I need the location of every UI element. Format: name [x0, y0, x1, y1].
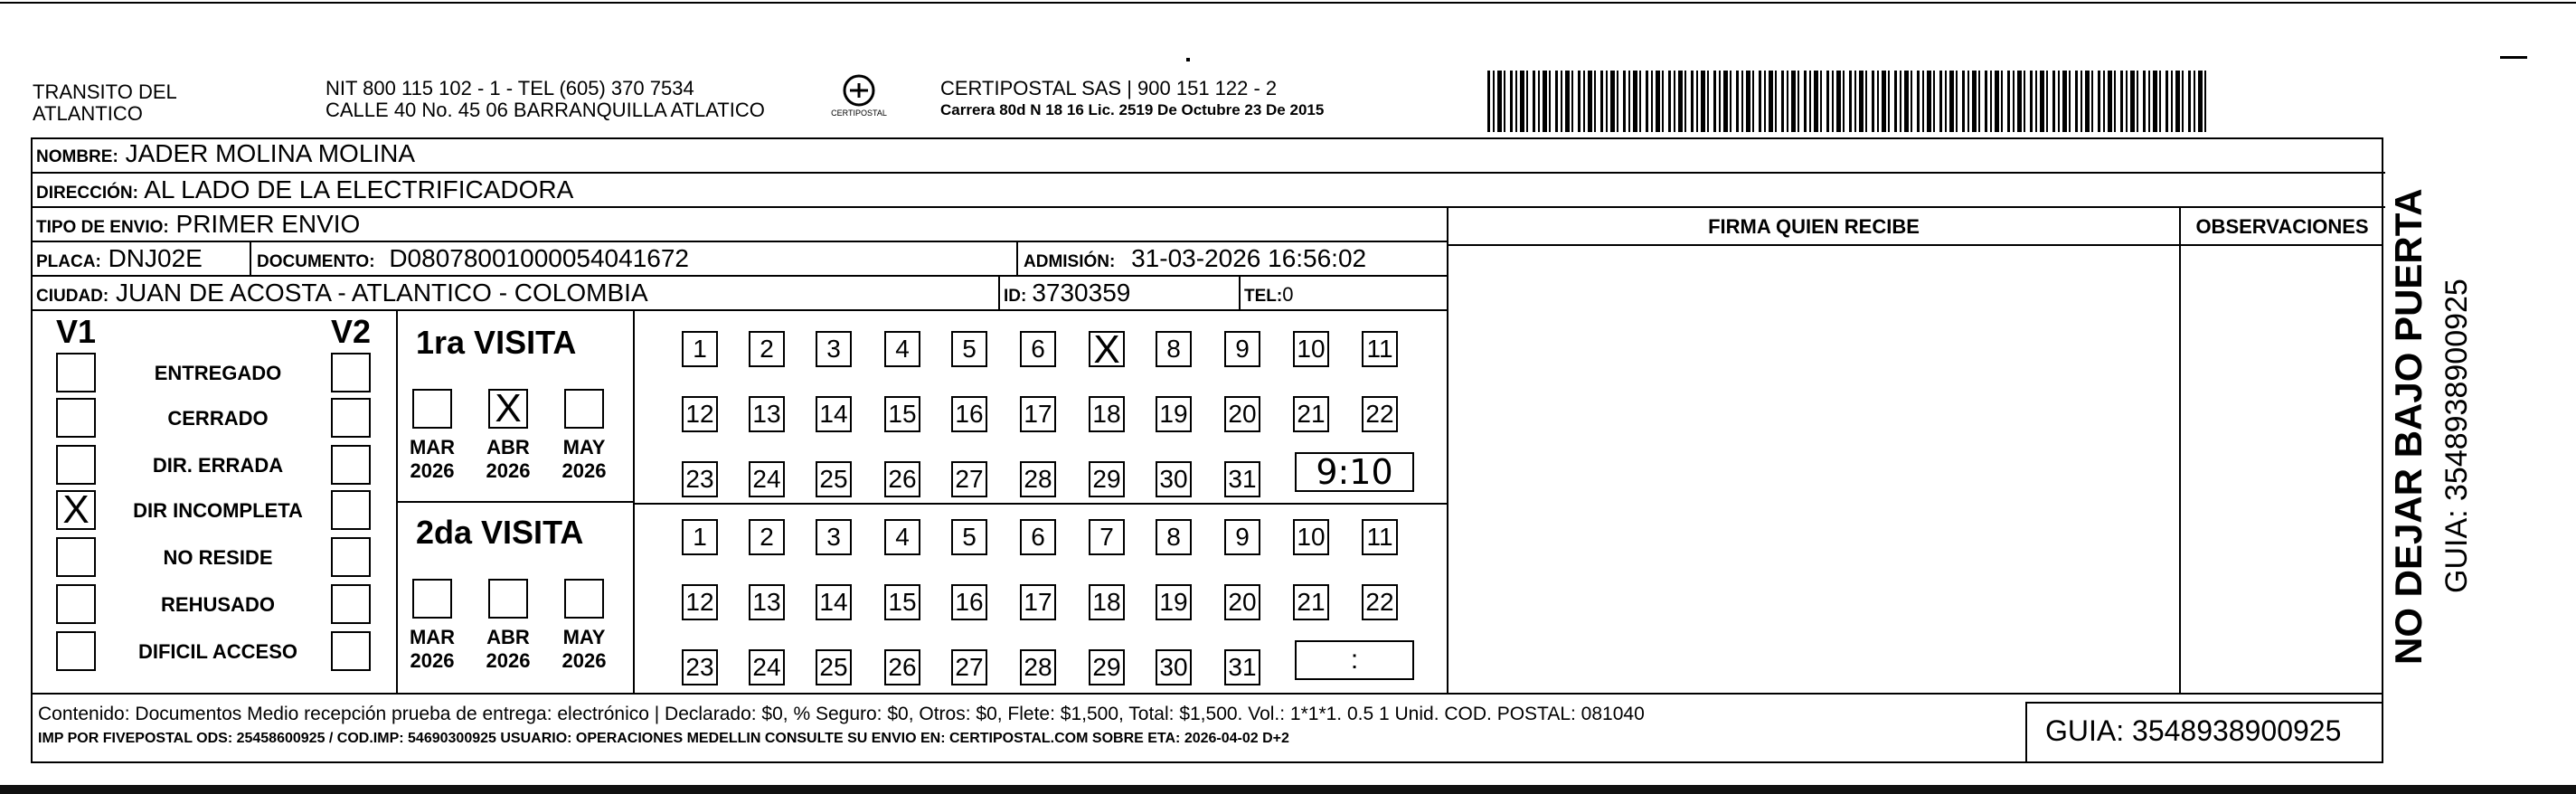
courier-name: CERTIPOSTAL SAS | 900 151 122 - 2	[940, 77, 1278, 99]
v1-dificil-acceso-checkbox[interactable]	[56, 631, 96, 671]
status-dificil-acceso: DIFICIL ACCESO	[137, 640, 297, 663]
v1-entregado-checkbox[interactable]	[56, 353, 96, 392]
visit2-day-1[interactable]: 1	[682, 519, 718, 555]
id-cell	[1004, 277, 1130, 313]
visit1-day-26[interactable]: 26	[884, 461, 920, 497]
certipostal-logo-icon	[825, 72, 893, 128]
footer-top-line	[33, 693, 2383, 695]
status-rehusado: REHUSADO	[161, 593, 275, 616]
visit1-day-6[interactable]: 6	[1020, 331, 1056, 367]
visit2-day-13[interactable]: 13	[749, 584, 785, 620]
tel-label: TEL:	[1244, 287, 1283, 306]
documento-value: D08078001000054041672	[389, 244, 689, 272]
visit1-day-21[interactable]: 21	[1293, 396, 1329, 432]
visit2-month-abr	[481, 626, 535, 673]
visit2-day-21[interactable]: 21	[1293, 584, 1329, 620]
ciudad-label: CIUDAD:	[36, 287, 109, 306]
visit2-day-26[interactable]: 26	[884, 649, 920, 685]
sender-name	[33, 81, 177, 125]
status-cerrado: CERRADO	[167, 407, 269, 430]
visit2-day-25[interactable]: 25	[816, 649, 852, 685]
admision-label: ADMISIÓN:	[1024, 252, 1116, 271]
v2-label: V2	[331, 313, 372, 350]
tipo-value: PRIMER ENVIO	[175, 210, 361, 238]
visit1-day-27[interactable]: 27	[951, 461, 987, 497]
visit2-title: 2da VISITA	[416, 514, 584, 551]
obs-column-divider	[2179, 208, 2181, 693]
visit1-day-15[interactable]: 15	[884, 396, 920, 432]
id-divider	[998, 277, 1000, 311]
scan-edge-top	[0, 2, 2576, 4]
visit2-day-8[interactable]: 8	[1156, 519, 1192, 555]
ciudad-value: JUAN DE ACOSTA - ATLANTICO - COLOMBIA	[116, 279, 648, 307]
v2-dir-errada-checkbox[interactable]	[331, 445, 371, 485]
documento-cell	[257, 242, 689, 279]
direccion-label: DIRECCIÓN:	[36, 184, 138, 203]
courier-license: Carrera 80d N 18 16 Lic. 2519 De Octubre 23 De 2015	[940, 101, 1325, 118]
row-ciudad	[33, 275, 1448, 309]
admision-divider	[1016, 242, 1018, 277]
visit1-day-14[interactable]: 14	[816, 396, 852, 432]
v1-cerrado-checkbox[interactable]	[56, 398, 96, 438]
visit2-day-19[interactable]: 19	[1156, 584, 1192, 620]
visit1-day-17[interactable]: 17	[1020, 396, 1056, 432]
visit2-time-box[interactable]: :	[1295, 640, 1414, 680]
visit1-month-abr	[481, 436, 535, 483]
side-warning: NO DEJAR BAJO PUERTA	[2387, 188, 2430, 665]
observations-area[interactable]	[2183, 248, 2382, 691]
visit2-year-mar: 2026	[410, 649, 455, 672]
v1-no-reside-checkbox[interactable]	[56, 537, 96, 577]
visit2-day-10[interactable]: 10	[1293, 519, 1329, 555]
visit2-day-28[interactable]: 28	[1020, 649, 1056, 685]
tel-divider	[1239, 277, 1241, 311]
courier-info	[940, 78, 1324, 121]
visit2-month-abr-checkbox[interactable]	[488, 579, 528, 619]
observaciones-header: OBSERVACIONES	[2195, 215, 2369, 238]
visit1-day-4[interactable]: 4	[884, 331, 920, 367]
visit1-day-12[interactable]: 12	[682, 396, 718, 432]
visit2-month-abr-label: ABR	[486, 626, 530, 648]
v2-cerrado-checkbox[interactable]	[331, 398, 371, 438]
visit1-day-24[interactable]: 24	[749, 461, 785, 497]
visit1-day-25[interactable]: 25	[816, 461, 852, 497]
visit2-day-9[interactable]: 9	[1224, 519, 1260, 555]
visit1-day-2[interactable]: 2	[749, 331, 785, 367]
visit1-month-may	[557, 436, 611, 483]
visit2-day-4[interactable]: 4	[884, 519, 920, 555]
firma-header-line	[1447, 244, 2383, 246]
tel-value: 0	[1282, 283, 1294, 306]
visit1-day-11[interactable]: 11	[1362, 331, 1398, 367]
v1-dir-incompleta-checkbox[interactable]: X	[56, 490, 96, 530]
status-entregado: ENTREGADO	[154, 362, 282, 384]
sender-name-line1: TRANSITO DEL	[33, 80, 177, 103]
direccion-value: AL LADO DE LA ELECTRIFICADORA	[144, 175, 574, 203]
status-dir-incompleta: DIR INCOMPLETA	[133, 499, 303, 522]
visit2-day-2[interactable]: 2	[749, 519, 785, 555]
visit1-month-mar-checkbox[interactable]	[412, 389, 452, 429]
visit2-day-14[interactable]: 14	[816, 584, 852, 620]
sender-address: CALLE 40 No. 45 06 BARRANQUILLA ATLATICO	[326, 99, 765, 121]
visit2-day-3[interactable]: 3	[816, 519, 852, 555]
id-value: 3730359	[1032, 279, 1131, 307]
nombre-label: NOMBRE:	[36, 147, 118, 166]
visit1-day-20[interactable]: 20	[1224, 396, 1260, 432]
sender-nit: NIT 800 115 102 - 1 - TEL (605) 370 7534	[326, 77, 694, 99]
visit2-day-16[interactable]: 16	[951, 584, 987, 620]
visit1-day-1[interactable]: 1	[682, 331, 718, 367]
visit1-time-box[interactable]: 9:10	[1295, 452, 1414, 492]
barcode	[1487, 71, 2211, 132]
visit2-day-24[interactable]: 24	[749, 649, 785, 685]
visit1-month-may-checkbox[interactable]	[564, 389, 604, 429]
visit2-day-15[interactable]: 15	[884, 584, 920, 620]
visit1-day-30[interactable]: 30	[1156, 461, 1192, 497]
visit2-day-11[interactable]: 11	[1362, 519, 1398, 555]
sender-contact	[326, 78, 765, 121]
signature-area[interactable]	[1450, 248, 2177, 691]
visit1-day-9[interactable]: 9	[1224, 331, 1260, 367]
visit1-day-8[interactable]: 8	[1156, 331, 1192, 367]
visit2-day-22[interactable]: 22	[1362, 584, 1398, 620]
visit2-year-abr: 2026	[486, 649, 531, 672]
v1-rehusado-checkbox[interactable]	[56, 584, 96, 624]
visit1-day-29[interactable]: 29	[1089, 461, 1125, 497]
visit2-month-mar-checkbox[interactable]	[412, 579, 452, 619]
v2-no-reside-checkbox[interactable]	[331, 537, 371, 577]
visit1-day-7[interactable]: X	[1089, 331, 1125, 367]
visit2-day-6[interactable]: 6	[1020, 519, 1056, 555]
visit2-month-may	[557, 626, 611, 673]
visit1-year-mar: 2026	[410, 459, 455, 482]
placa-divider	[250, 242, 251, 277]
visit2-day-30[interactable]: 30	[1156, 649, 1192, 685]
visit2-month-may-checkbox[interactable]	[564, 579, 604, 619]
courier-logo-text: CERTIPOSTAL	[831, 109, 887, 118]
scan-mark	[2500, 56, 2527, 59]
scan-dot	[1186, 58, 1190, 61]
footer-line1: Contenido: Documentos Medio recepción prueba de entrega: electrónico | Declarado: $0, % Seguro: $0, Otros: $0, Flete: $1,500, Total: $1,500. Vol.: 1*1*1. 0.5 1 Unid. COD. POSTAL: 081040	[38, 704, 1645, 724]
visit2-day-29[interactable]: 29	[1089, 649, 1125, 685]
visit1-day-22[interactable]: 22	[1362, 396, 1398, 432]
documento-label: DOCUMENTO:	[257, 252, 375, 271]
visit1-month-may-label: MAY	[562, 436, 606, 458]
visit1-month-abr-checkbox[interactable]: X	[488, 389, 528, 429]
id-label: ID:	[1004, 287, 1027, 306]
visit1-month-mar-label: MAR	[409, 436, 456, 458]
visit2-day-23[interactable]: 23	[682, 649, 718, 685]
tipo-label: TIPO DE ENVIO:	[36, 218, 169, 237]
visit2-month-mar-label: MAR	[409, 626, 456, 648]
firma-header: FIRMA QUIEN RECIBE	[1708, 215, 1920, 238]
visit2-year-may: 2026	[561, 649, 607, 672]
visit1-day-23[interactable]: 23	[682, 461, 718, 497]
placa-label: PLACA:	[36, 252, 101, 271]
visit1-year-may: 2026	[561, 459, 607, 482]
visit1-day-13[interactable]: 13	[749, 396, 785, 432]
admision-value: 31-03-2026 16:56:02	[1131, 244, 1367, 272]
visit1-day-10[interactable]: 10	[1293, 331, 1329, 367]
v2-entregado-checkbox[interactable]	[331, 353, 371, 392]
visit1-month-abr-label: ABR	[486, 436, 530, 458]
v2-rehusado-checkbox[interactable]	[331, 584, 371, 624]
tel-cell	[1244, 277, 1293, 313]
status-dir-errada: DIR. ERRADA	[152, 454, 284, 477]
visit1-month-mar	[405, 436, 459, 483]
visit2-day-27[interactable]: 27	[951, 649, 987, 685]
visit1-year-abr: 2026	[486, 459, 531, 482]
admision-cell	[1024, 242, 1366, 279]
visit1-day-16[interactable]: 16	[951, 396, 987, 432]
visit2-day-17[interactable]: 17	[1020, 584, 1056, 620]
footer-line2: IMP POR FIVEPOSTAL ODS: 25458600925 / COD.IMP: 54690300925 USUARIO: OPERACIONES MEDELLIN CONSULTE SU ENVIO EN: CERTIPOSTAL.COM SOBRE ETA: 2026-04-02 D+2	[38, 731, 1289, 746]
visit2-day-5[interactable]: 5	[951, 519, 987, 555]
placa-value: DNJ02E	[108, 244, 203, 272]
visit2-day-7[interactable]: 7	[1089, 519, 1125, 555]
v2-dir-incompleta-checkbox[interactable]	[331, 490, 371, 530]
visit2-day-18[interactable]: 18	[1089, 584, 1125, 620]
visit2-day-31[interactable]: 31	[1224, 649, 1260, 685]
visit2-day-20[interactable]: 20	[1224, 584, 1260, 620]
visit1-day-5[interactable]: 5	[951, 331, 987, 367]
visit2-month-mar	[405, 626, 459, 673]
v1-dir-errada-checkbox[interactable]	[56, 445, 96, 485]
footer-guia: GUIA: 3548938900925	[2045, 714, 2342, 747]
visit1-day-31[interactable]: 31	[1224, 461, 1260, 497]
visit1-day-28[interactable]: 28	[1020, 461, 1056, 497]
visit2-day-12[interactable]: 12	[682, 584, 718, 620]
v1-label: V1	[56, 313, 97, 350]
scan-edge-bottom	[0, 785, 2576, 794]
row-nombre	[33, 137, 2385, 172]
row-direccion	[33, 172, 2385, 206]
visit1-title: 1ra VISITA	[416, 324, 577, 361]
visit1-day-19[interactable]: 19	[1156, 396, 1192, 432]
sender-name-line2: ATLANTICO	[33, 102, 143, 125]
status-no-reside: NO RESIDE	[163, 546, 273, 569]
nombre-value: JADER MOLINA MOLINA	[125, 139, 416, 167]
visit2-month-may-label: MAY	[562, 626, 606, 648]
v2-dificil-acceso-checkbox[interactable]	[331, 631, 371, 671]
side-guia: GUIA: 3548938900925	[2439, 279, 2474, 593]
courier-logo	[825, 72, 893, 128]
visit1-day-3[interactable]: 3	[816, 331, 852, 367]
visit1-day-18[interactable]: 18	[1089, 396, 1125, 432]
